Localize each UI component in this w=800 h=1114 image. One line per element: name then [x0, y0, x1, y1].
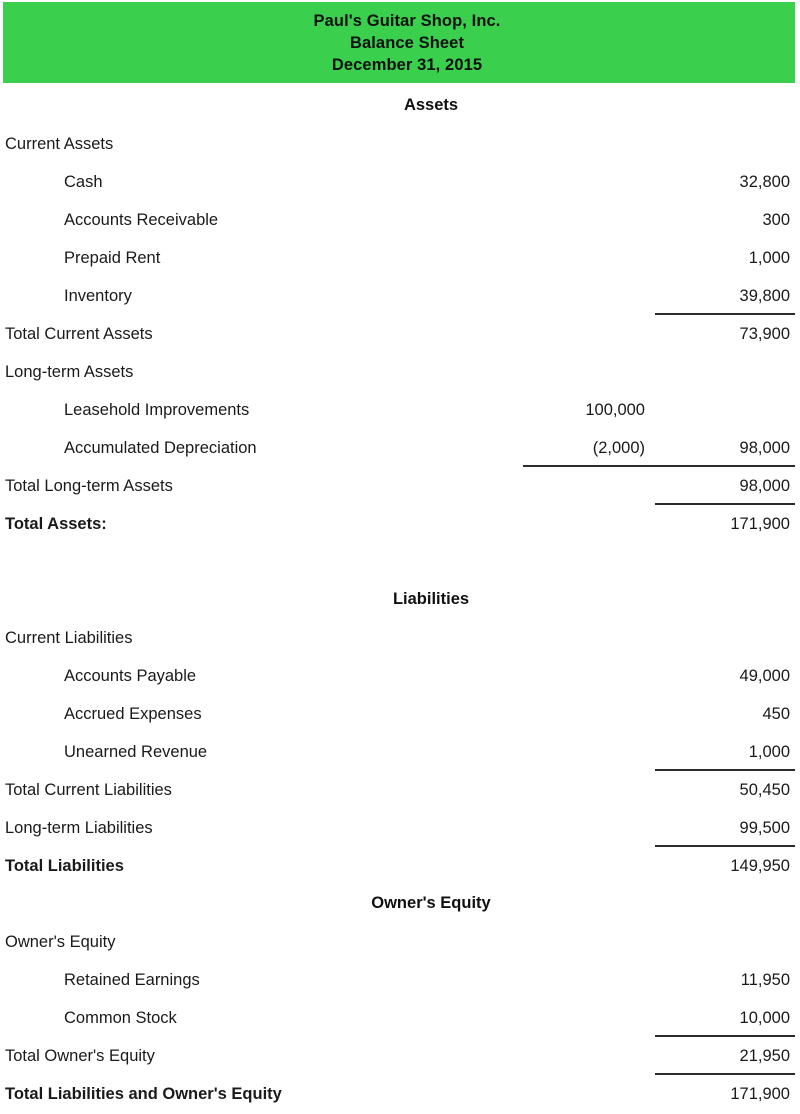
row-current-liabilities-group	[0, 620, 800, 658]
subtotal-rule	[655, 313, 795, 315]
label-accumulated-depreciation: Accumulated Depreciation	[64, 439, 257, 457]
label-owners-equity: Owner's Equity	[5, 933, 116, 951]
value-prepaid-rent: 1,000	[748, 249, 790, 267]
value-common-stock: 10,000	[739, 1009, 790, 1027]
statement-name: Balance Sheet	[349, 33, 465, 52]
label-current-assets: Current Assets	[5, 135, 114, 153]
value-unearned-revenue: 1,000	[748, 743, 790, 761]
label-cash: Cash	[64, 173, 103, 191]
subtotal-rule	[655, 1073, 795, 1075]
value-total-current-assets: 73,900	[739, 325, 790, 343]
document-title-band	[3, 2, 795, 83]
label-total-current-liabilities: Total Current Liabilities	[5, 781, 172, 799]
value-total-owners-equity: 21,950	[739, 1047, 790, 1065]
section-header-liabilities	[0, 582, 800, 620]
label-accounts-payable: Accounts Payable	[64, 667, 197, 685]
label-total-assets: Total Assets:	[5, 515, 107, 533]
value-accounts-receivable: 300	[762, 211, 790, 229]
section-header-owners-equity	[0, 886, 800, 924]
row-total-current-liabilities	[0, 772, 800, 810]
row-prepaid-rent	[0, 240, 800, 278]
value-total-liabilities: 149,950	[730, 857, 790, 875]
label-total-longterm-assets: Total Long-term Assets	[5, 477, 173, 495]
row-common-stock	[0, 1000, 800, 1038]
subtotal-rule-wide	[523, 465, 795, 467]
label-accrued-expenses: Accrued Expenses	[64, 705, 202, 723]
row-accumulated-depreciation	[0, 430, 800, 468]
label-total-liabilities-and-equity: Total Liabilities and Owner's Equity	[5, 1085, 282, 1103]
label-leasehold-improvements: Leasehold Improvements	[64, 401, 250, 419]
row-accrued-expenses	[0, 696, 800, 734]
label-total-liabilities: Total Liabilities	[5, 857, 124, 875]
value-accumulated-depreciation: (2,000)	[592, 439, 645, 457]
row-total-liabilities	[0, 848, 800, 886]
subtotal-rule	[655, 503, 795, 505]
label-longterm-liabilities: Long-term Liabilities	[5, 819, 153, 837]
row-owners-equity-group	[0, 924, 800, 962]
row-leasehold-improvements	[0, 392, 800, 430]
statement-date: December 31, 2015	[331, 55, 483, 74]
row-accounts-payable	[0, 658, 800, 696]
row-longterm-assets-group	[0, 354, 800, 392]
label-total-owners-equity: Total Owner's Equity	[5, 1047, 155, 1065]
value-total-assets: 171,900	[730, 515, 790, 533]
label-prepaid-rent: Prepaid Rent	[64, 249, 161, 267]
section-title-assets: Assets	[403, 96, 459, 114]
value-longterm-liabilities: 99,500	[739, 819, 790, 837]
value-accrued-expenses: 450	[762, 705, 790, 723]
subtotal-rule	[655, 769, 795, 771]
row-total-liabilities-and-equity	[0, 1076, 800, 1114]
section-title-owners-equity: Owner's Equity	[371, 894, 491, 912]
value-cash: 32,800	[739, 173, 790, 191]
row-total-longterm-assets	[0, 468, 800, 506]
label-current-liabilities: Current Liabilities	[5, 629, 133, 647]
value-inventory: 39,800	[739, 287, 790, 305]
row-inventory	[0, 278, 800, 316]
row-longterm-liabilities	[0, 810, 800, 848]
label-accounts-receivable: Accounts Receivable	[64, 211, 219, 229]
label-unearned-revenue: Unearned Revenue	[64, 743, 208, 761]
row-unearned-revenue	[0, 734, 800, 772]
section-title-liabilities: Liabilities	[392, 590, 470, 608]
statement-body	[0, 88, 800, 1114]
value-accounts-payable: 49,000	[739, 667, 790, 685]
row-total-owners-equity	[0, 1038, 800, 1076]
section-header-assets	[0, 88, 800, 126]
row-retained-earnings	[0, 962, 800, 1000]
label-retained-earnings: Retained Earnings	[64, 971, 200, 989]
row-total-current-assets	[0, 316, 800, 354]
label-common-stock: Common Stock	[64, 1009, 177, 1027]
company-name: Paul's Guitar Shop, Inc.	[313, 11, 501, 30]
label-total-current-assets: Total Current Assets	[5, 325, 153, 343]
row-total-assets	[0, 506, 800, 544]
section-spacer	[0, 544, 800, 582]
value-retained-earnings: 11,950	[740, 971, 790, 989]
row-current-assets-group	[0, 126, 800, 164]
value-leasehold-improvements: 100,000	[585, 401, 645, 419]
value-total-longterm-assets: 98,000	[739, 477, 790, 495]
subtotal-rule	[655, 845, 795, 847]
row-accounts-receivable	[0, 202, 800, 240]
value-total-liabilities-and-equity: 171,900	[730, 1085, 790, 1103]
label-longterm-assets: Long-term Assets	[5, 363, 134, 381]
value-total-current-liabilities: 50,450	[739, 781, 790, 799]
row-cash	[0, 164, 800, 202]
label-inventory: Inventory	[64, 287, 132, 305]
subtotal-rule	[655, 1035, 795, 1037]
value-net-longterm-assets: 98,000	[739, 439, 790, 457]
